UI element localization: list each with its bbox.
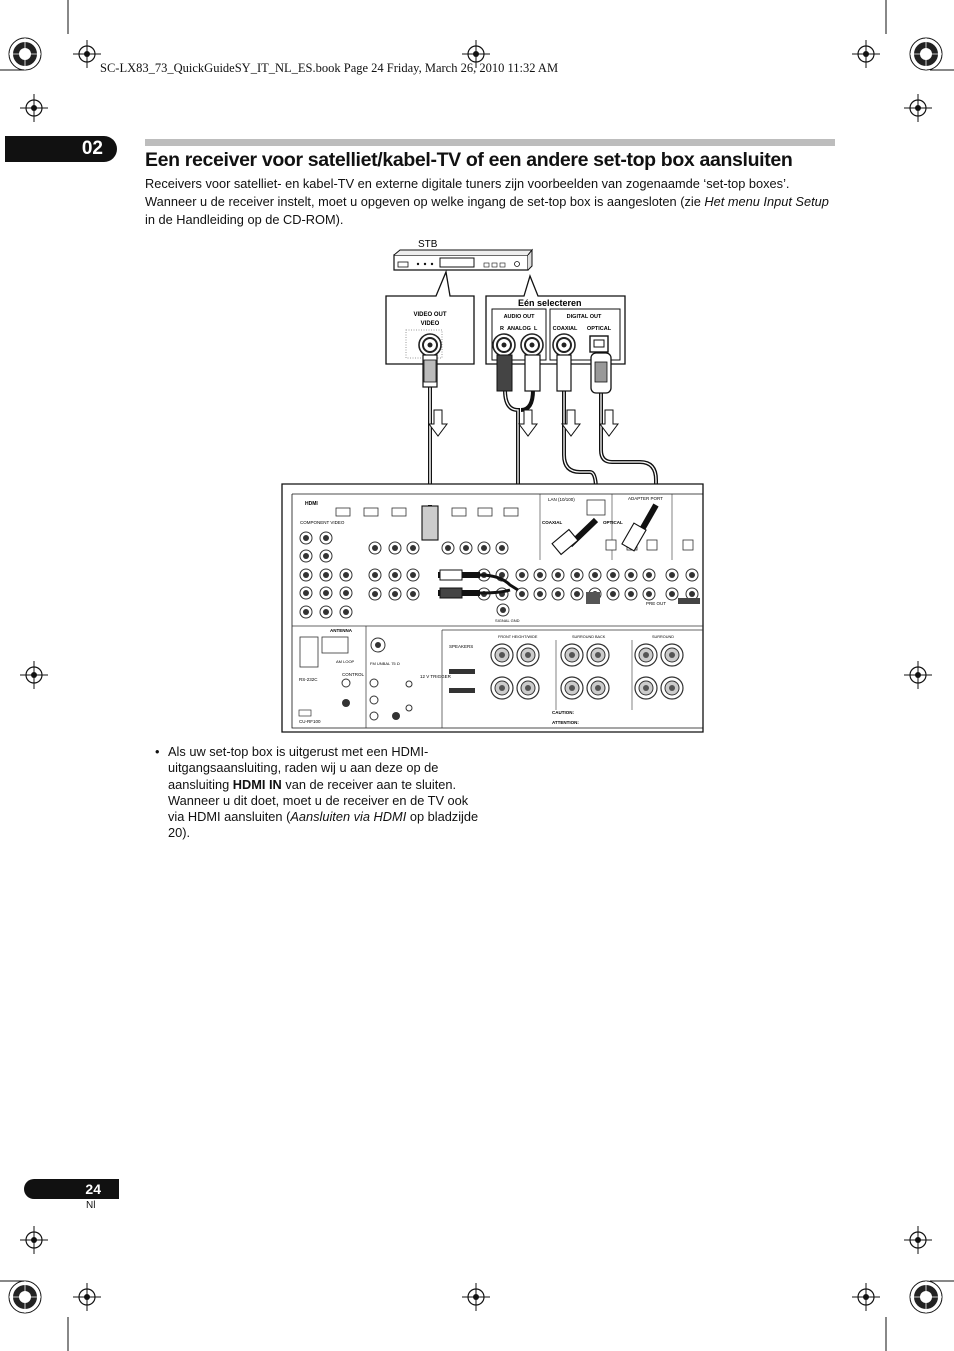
intro-p2-text: Wanneer u de receiver instelt, moet u opgeven op welke ingang de set-top box is aangesloten (zie: [145, 194, 705, 209]
stb-label: STB: [418, 239, 438, 250]
language-code: Nl: [86, 1200, 96, 1211]
panel-adapter-label: ADAPTER PORT: [628, 496, 663, 501]
panel-lan-label: LAN (10/100): [548, 497, 575, 502]
hdmi-in-label: HDMI IN: [232, 776, 282, 792]
audio-l-jack-icon: [521, 334, 543, 356]
panel-preout-label: PRE OUT: [646, 601, 667, 606]
video-out-label: VIDEO OUT: [413, 312, 447, 318]
section-title: Een receiver voor satelliet/kabel-TV of een andere set-top box aansluiten: [145, 149, 793, 171]
panel-fm-label: FM UNBAL 75 Ω: [370, 661, 400, 666]
panel-amloop-label: AM LOOP: [336, 659, 355, 664]
hdmi-note-reference: Aansluiten via HDMI: [290, 809, 407, 825]
chapter-number-tab: 02: [5, 136, 117, 162]
registration-crosshair-icon: [904, 94, 932, 122]
digital-out-label: DIGITAL OUT: [566, 314, 602, 320]
registration-crosshair-icon: [904, 661, 932, 689]
top-rule: [145, 139, 835, 146]
page-number: 24: [24, 1179, 119, 1199]
video-out-callout: [386, 272, 474, 364]
select-one-label: Eén selecteren: [518, 298, 582, 308]
bullet-icon: •: [155, 744, 160, 759]
coaxial-label: COAXIAL: [552, 326, 578, 332]
panel-signal-gnd-label: SIGNAL GND: [495, 618, 520, 623]
panel-optical-label: OPTICAL: [603, 520, 623, 525]
registration-rosette-icon: [910, 38, 942, 70]
panel-component-label: COMPONENT VIDEO: [300, 520, 345, 525]
registration-crosshair-icon: [904, 1226, 932, 1254]
registration-crosshair-icon: [462, 1283, 490, 1311]
registration-crosshair-icon: [20, 94, 48, 122]
audio-out-callout: [486, 276, 625, 364]
panel-attention-label: ATTENTION:: [552, 720, 579, 725]
optical-label: OPTICAL: [586, 326, 612, 332]
book-header: SC-LX83_73_QuickGuideSY_IT_NL_ES.book Page 24 Friday, March 26, 2010 11:32 AM: [100, 61, 559, 75]
registration-crosshair-icon: [20, 1226, 48, 1254]
registration-crosshair-icon: [20, 661, 48, 689]
panel-front-height-label: FRONT HEIGHT/WIDE: [498, 635, 538, 639]
audio-r-jack-icon: [493, 334, 515, 356]
panel-trigger-label: 12 V TRIGGER: [420, 674, 451, 679]
panel-curf-label: CU-RF100: [299, 719, 321, 724]
panel-control-label: CONTROL: [342, 672, 365, 677]
registration-rosette-icon: [9, 38, 41, 70]
arrow-down-icon: [519, 410, 537, 436]
analog-label: ANALOG: [507, 326, 531, 332]
panel-coaxial-label: COAXIAL: [542, 520, 563, 525]
panel-speakers-label: SPEAKERS: [449, 644, 474, 649]
panel-surround-label: SURROUND: [652, 635, 674, 639]
intro-paragraph-1: Receivers voor satelliet- en kabel-TV en externe digitale tuners zijn voorbeelden van zogenaamde ‘set-top boxes’.: [145, 176, 790, 191]
hdmi-note-text-3: op bladzijde 20).: [168, 809, 479, 841]
coaxial-jack-icon: [553, 334, 575, 356]
video-out-jack-icon: [419, 334, 441, 356]
intro-paragraph-2: [145, 193, 835, 229]
registration-crosshair-icon: [73, 40, 101, 68]
audio-out-label: AUDIO OUT: [503, 314, 535, 320]
intro-p2-reference: Het menu Input Setup: [704, 194, 829, 209]
registration-crosshair-icon: [73, 1283, 101, 1311]
panel-caution-label: CAUTION:: [552, 710, 574, 715]
registration-rosette-icon: [9, 1281, 41, 1313]
receiver-back-panel: [282, 484, 703, 732]
signal-gnd-icon: [497, 604, 509, 616]
registration-rosette-icon: [910, 1281, 942, 1313]
panel-rs232c-label: RS-232C: [299, 677, 318, 682]
registration-crosshair-icon: [852, 1283, 880, 1311]
panel-antenna-label: ANTENNA: [330, 628, 352, 633]
hdmi-note-text-2: van de receiver aan te sluiten. Wanneer u dit doet, moet u de receiver en de TV ook via HDMI aansluiten (: [168, 776, 469, 825]
stb-device: [394, 239, 532, 270]
intro-p2-text-end: in de Handleiding op de CD-ROM).: [145, 212, 344, 227]
hdmi-note-text: Als uw set-top box is uitgerust met een HDMI-uitgangsaansluiting, raden wij u aan deze op de aansluiting: [168, 744, 439, 792]
panel-surround-back-label: SURROUND BACK: [572, 635, 606, 639]
hdmi-note: [168, 744, 488, 842]
audio-r-label: R: [500, 326, 504, 332]
audio-l-label: L: [534, 326, 538, 332]
panel-hdmi-label: HDMI: [305, 501, 318, 507]
video-label: VIDEO: [420, 321, 440, 327]
registration-crosshair-icon: [852, 40, 880, 68]
